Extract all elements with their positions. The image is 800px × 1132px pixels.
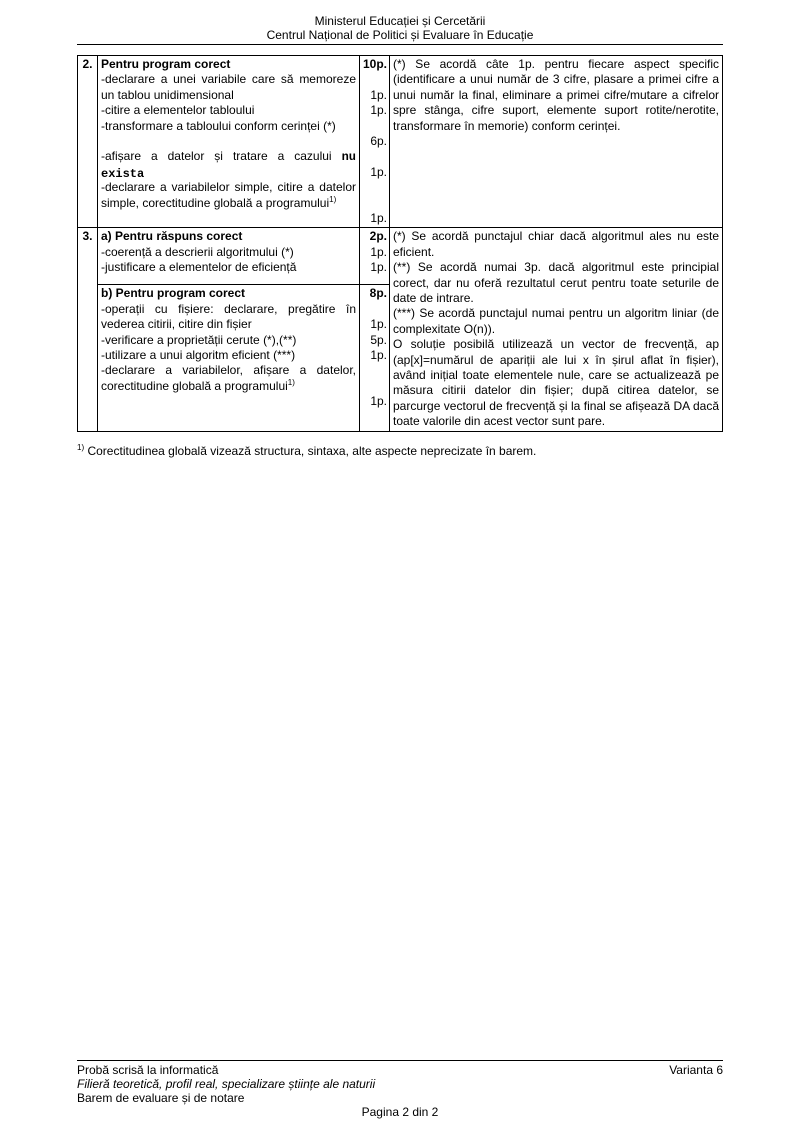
- points-value: 1p.: [370, 260, 387, 275]
- criteria-item: -declarare a unei variabile care să memoreze un tablou unidimensional: [101, 72, 356, 102]
- points-value: 1p.: [370, 103, 387, 118]
- footer-rule: [77, 1060, 723, 1061]
- table-row: [78, 56, 723, 228]
- center-name: Centrul Național de Politici și Evaluare în Educație: [266, 28, 534, 42]
- criteria-item: -transformare a tabloului conform cerinței (*): [101, 118, 336, 133]
- points-value: 5p.: [370, 332, 387, 347]
- points-value: 1p.: [370, 87, 387, 102]
- criteria-item: [101, 149, 356, 180]
- table-row: [78, 228, 723, 285]
- total-points: 8p.: [369, 286, 387, 301]
- note: (***) Se acordă punctajul numai pentru un algoritm liniar (de complexitate O(n)).: [393, 306, 719, 336]
- scoring-table: [77, 55, 723, 432]
- criteria-item-text: -declarare a variabilelor simple, citire a datelor simple, corectitudine globală a programului: [101, 180, 356, 210]
- criteria-item: -operații cu fișiere: declarare, pregătire în vederea citirii, citire din fișier: [101, 301, 356, 332]
- criteria-item: -verificare a proprietății cerute (*),(**): [101, 332, 297, 347]
- note: (*) Se acordă punctajul chiar dacă algoritmul ales nu este eficient.: [393, 229, 719, 259]
- criteria-title: Pentru program corect: [101, 57, 231, 71]
- notes-cell: (*) Se acordă câte 1p. pentru fiecare aspect specific (identificare a unui număr de 3 cifre, plasare a primei cifre a unui număr la final, eliminare a primei cifre/mutare a cifrelor spre stânga, cifre suport, elemente suport rotite/nerotite, transformare în memorie) conform cerinței.: [390, 56, 723, 228]
- criteria-item: -justificare a elementelor de eficiență: [101, 260, 297, 275]
- page-number: Pagina 2 din 2: [361, 1105, 439, 1119]
- footnote-text: Corectitudinea globală vizează structura, sintaxa, alte aspecte neprecizate în barem.: [87, 444, 537, 458]
- criteria-item: -coerență a descrierii algoritmului (*): [101, 244, 294, 259]
- header-rule: [77, 44, 723, 45]
- code-literal: nu exista: [101, 150, 356, 181]
- criteria-cell: [98, 56, 360, 228]
- exam-track: Filieră teoretică, profil real, specializare științe ale naturii: [77, 1077, 376, 1091]
- points-value: 1p.: [370, 394, 387, 409]
- criteria-item: [101, 180, 356, 211]
- points-cell: [360, 56, 390, 228]
- points-value: 1p.: [370, 348, 387, 363]
- total-points: 10p.: [363, 57, 388, 71]
- item-number: 2.: [78, 56, 98, 228]
- criteria-item: -citire a elementelor tabloului: [101, 103, 255, 118]
- page-footer: [77, 1063, 723, 1105]
- ministry-name: Ministerul Educației și Cercetării: [314, 14, 486, 28]
- note: (**) Se acordă numai 3p. dacă algoritmul este principial corect, dar nu oferă rezultatul cerut pentru toate seturile de date de intrare.: [393, 260, 719, 306]
- footnote-mark: 1): [77, 443, 85, 452]
- points-value: 1p.: [370, 164, 387, 179]
- doc-type: Barem de evaluare și de notare: [77, 1091, 245, 1105]
- item-number: 3.: [78, 228, 98, 431]
- criteria-title: b) Pentru program corect: [101, 286, 246, 301]
- points-value: 1p.: [370, 244, 387, 259]
- points-value: 1p.: [370, 317, 387, 332]
- variant-label: Varianta 6: [669, 1063, 723, 1077]
- criteria-cell: [98, 285, 360, 431]
- notes-cell: [390, 228, 723, 431]
- criteria-item: [101, 363, 356, 394]
- points-value: 1p.: [370, 210, 387, 225]
- footnote-ref: 1): [329, 194, 337, 204]
- page-header: [0, 14, 800, 42]
- exam-name: Probă scrisă la informatică: [77, 1063, 219, 1077]
- points-cell: [360, 285, 390, 431]
- criteria-cell: [98, 228, 360, 285]
- criteria-item-text: -afișare a datelor și tratare a cazului: [101, 149, 332, 164]
- points-cell: [360, 228, 390, 285]
- total-points: 2p.: [369, 229, 387, 244]
- criteria-title: a) Pentru răspuns corect: [101, 229, 243, 244]
- criteria-item-text: -declarare a variabilelor, afișare a datelor, corectitudine globală a programului: [101, 363, 356, 393]
- points-value: 6p.: [370, 134, 387, 148]
- footnote-ref: 1): [287, 377, 295, 387]
- footnote: [77, 444, 723, 459]
- criteria-item: -utilizare a unui algoritm eficient (***): [101, 348, 296, 363]
- note: O soluție posibilă utilizează un vector de frecvență, ap (ap[x]=numărul de apariții ale lui x în șirul aflat în fișier), având inițial toate elementele nule, care se actualizează pe măsura citirii datelor din fișier; după citirea datelor, se parcurge vectorul de frecvență și la final se afișează DA dacă toate valorile din acest vector sunt pare.: [393, 337, 719, 429]
